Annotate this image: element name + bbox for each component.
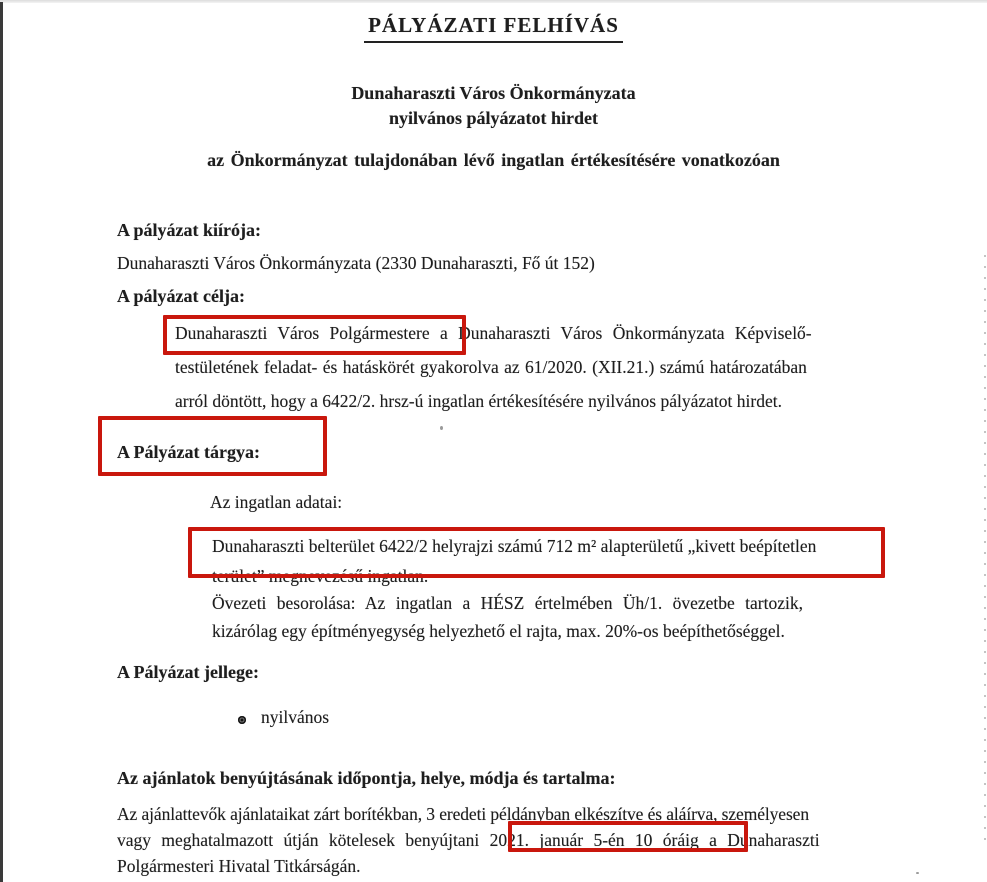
highlight-box-subject-heading xyxy=(98,416,327,476)
section-heading-issuer: A pályázat kiírója: xyxy=(117,220,261,240)
page-title xyxy=(0,12,987,43)
zoning-line: kizárólag egy építményegység helyezhető el rajta, max. 20%-os beépíthetőséggel. xyxy=(212,621,785,641)
highlight-box-property xyxy=(188,527,885,578)
scan-speck xyxy=(916,872,919,874)
section-heading-type: A Pályázat jellege: xyxy=(117,662,259,682)
zoning-line: Övezeti besorolása: Az ingatlan a HÉSZ értelmében Üh/1. övezetbe tartozik, xyxy=(212,593,803,613)
section-heading-submission: Az ajánlatok benyújtásának időpontja, helye, módja és tartalma: xyxy=(117,768,616,788)
section-heading-subject: A Pályázat tárgya: xyxy=(117,442,260,462)
submission-paragraph-line: Polgármesteri Hivatal Titkárságán. xyxy=(117,856,361,876)
highlight-box-deadline xyxy=(508,821,748,852)
scan-edge-left xyxy=(0,2,3,882)
highlight-box-mayor xyxy=(163,315,466,355)
purpose-paragraph-line: Dunaharaszti Város Polgármestere a Dunaharaszti Város Önkormányzata Képviselő- xyxy=(175,323,812,343)
property-description-line: Dunaharaszti belterület 6422/2 helyrajzi számú 712 m² alapterületű „kivett beépítetlen xyxy=(212,536,817,556)
title-underline: PÁLYÁZATI FELHÍVÁS xyxy=(364,12,623,43)
subject-line: az Önkormányzat tulajdonában lévő ingatlan értékesítésére vonatkozóan xyxy=(207,150,780,170)
submission-paragraph-line: vagy meghatalmazott útján kötelesek benyújtani 2021. január 5-én 10 óráig a Dunaharaszti xyxy=(117,830,820,850)
section-heading-purpose: A pályázat célja: xyxy=(117,286,245,306)
bullet-icon xyxy=(238,716,246,724)
scan-speck xyxy=(440,426,443,430)
org-name-line: Dunaharaszti Város Önkormányzata xyxy=(351,83,636,103)
purpose-paragraph-line: testületének feladat- és hatáskörét gyakorolva az 61/2020. (XII.21.) számú határozatában xyxy=(175,357,807,377)
property-description-line: terület” megnevezésű ingatlan. xyxy=(212,566,429,586)
purpose-paragraph-line: arról döntött, hogy a 6422/2. hrsz-ú ingatlan értékesítésére nyilvános pályázatot hirdet. xyxy=(175,391,782,411)
scan-edge-top xyxy=(0,0,987,3)
bullet-label: nyilvános xyxy=(261,707,330,727)
scan-noise-right xyxy=(984,255,986,845)
issuer-address: Dunaharaszti Város Önkormányzata (2330 Dunaharaszti, Fő út 152) xyxy=(117,253,595,273)
submission-paragraph-line: Az ajánlattevők ajánlataikat zárt borítékban, 3 eredeti példányban elkészítve és aláírva, személyesen xyxy=(117,804,810,824)
announcement-line: nyilvános pályázatot hirdet xyxy=(388,108,598,128)
property-intro: Az ingatlan adatai: xyxy=(210,492,343,512)
